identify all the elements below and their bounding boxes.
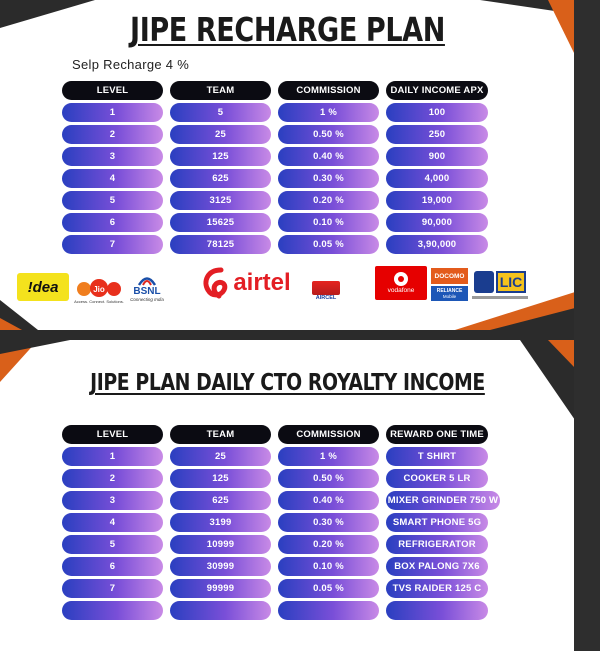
column-header-team: TEAM	[170, 81, 271, 100]
table-cell-level: 4	[62, 513, 163, 532]
table-cell-commission: 0.10 %	[278, 213, 379, 232]
table-cell-team: 15625	[170, 213, 271, 232]
table-cell-level: 1	[62, 447, 163, 466]
table-cell-team: 5	[170, 103, 271, 122]
bsnl-icon	[137, 274, 157, 286]
table-cell-value: SMART PHONE 5G	[386, 513, 488, 532]
page-title: JIPE RECHARGE PLAN	[130, 10, 445, 49]
table-cell-commission: 0.05 %	[278, 235, 379, 254]
table-cell-level	[62, 601, 163, 620]
jio-logo: Jio Access. Connect. Solutions.	[74, 272, 124, 308]
column-header-value: DAILY INCOME APX	[386, 81, 488, 100]
table-cell-commission: 0.20 %	[278, 191, 379, 210]
table-cell-value: BOX PALONG 7X6	[386, 557, 488, 576]
table-cell-team: 625	[170, 491, 271, 510]
table-cell-value: 19,000	[386, 191, 488, 210]
panel-divider	[0, 330, 600, 340]
table-cell-commission: 0.50 %	[278, 125, 379, 144]
table-cell-commission: 0.40 %	[278, 491, 379, 510]
table-cell-value: REFRIGERATOR	[386, 535, 488, 554]
table-cell-team: 25	[170, 447, 271, 466]
table-cell-level: 6	[62, 557, 163, 576]
table-cell-level: 5	[62, 191, 163, 210]
column-header-value: REWARD ONE TIME	[386, 425, 488, 444]
royalty-plan-panel	[0, 340, 600, 651]
lic-emblem-icon	[474, 271, 494, 293]
table-cell-commission: 1 %	[278, 103, 379, 122]
table-cell-value: 900	[386, 147, 488, 166]
table-cell-team: 3125	[170, 191, 271, 210]
table-cell-commission	[278, 601, 379, 620]
table-cell-value: 3,90,000	[386, 235, 488, 254]
table-cell-value: 90,000	[386, 213, 488, 232]
svg-text:Jio: Jio	[93, 284, 105, 294]
table-cell-value: T SHIRT	[386, 447, 488, 466]
table-cell-commission: 0.50 %	[278, 469, 379, 488]
aircel-icon	[312, 281, 340, 295]
table-cell-team: 30999	[170, 557, 271, 576]
docomo-logo: DOCOMO	[431, 268, 468, 284]
section-title: JIPE PLAN DAILY CTO ROYALTY INCOME	[90, 370, 485, 396]
airtel-logo: airtel	[192, 264, 300, 302]
table-cell-value: TVS RAIDER 125 C	[386, 579, 488, 598]
table-cell-level: 6	[62, 213, 163, 232]
lic-logo: LIC	[470, 267, 530, 303]
table-cell-value: 100	[386, 103, 488, 122]
self-recharge-note: Selp Recharge 4 %	[72, 57, 190, 72]
table-cell-level: 4	[62, 169, 163, 188]
lic-caption	[472, 296, 528, 299]
bsnl-logo: BSNL Connecting India	[127, 270, 167, 306]
table-cell-team: 99999	[170, 579, 271, 598]
table-cell-value: MIXER GRINDER 750 W	[386, 491, 500, 510]
right-edge-strip	[574, 0, 600, 651]
table-cell-team	[170, 601, 271, 620]
table-cell-team: 25	[170, 125, 271, 144]
table-cell-level: 2	[62, 125, 163, 144]
reliance-logo: RELIANCE Mobile	[431, 286, 468, 301]
table-cell-value: COOKER 5 LR	[386, 469, 488, 488]
table-cell-team: 78125	[170, 235, 271, 254]
table-cell-commission: 0.40 %	[278, 147, 379, 166]
table-cell-team: 10999	[170, 535, 271, 554]
table-cell-team: 625	[170, 169, 271, 188]
table-cell-team: 3199	[170, 513, 271, 532]
table-cell-level: 2	[62, 469, 163, 488]
table-cell-commission: 0.20 %	[278, 535, 379, 554]
column-header-commission: COMMISSION	[278, 425, 379, 444]
table-cell-commission: 0.30 %	[278, 169, 379, 188]
table-cell-level: 1	[62, 103, 163, 122]
jio-icon	[75, 277, 123, 299]
column-header-level: LEVEL	[62, 81, 163, 100]
table-cell-level: 7	[62, 235, 163, 254]
vodafone-icon	[394, 272, 408, 286]
table-cell-level: 3	[62, 147, 163, 166]
table-cell-commission: 0.30 %	[278, 513, 379, 532]
table-cell-level: 5	[62, 535, 163, 554]
table-cell-team: 125	[170, 147, 271, 166]
table-cell-level: 7	[62, 579, 163, 598]
column-header-level: LEVEL	[62, 425, 163, 444]
table-cell-team: 125	[170, 469, 271, 488]
table-cell-commission: 0.10 %	[278, 557, 379, 576]
column-header-commission: COMMISSION	[278, 81, 379, 100]
idea-logo: !dea	[17, 273, 69, 301]
table-cell-value: 4,000	[386, 169, 488, 188]
aircel-logo: AIRCEL	[310, 279, 342, 303]
table-cell-value	[386, 601, 488, 620]
table-cell-level: 3	[62, 491, 163, 510]
table-cell-value: 250	[386, 125, 488, 144]
airtel-icon	[201, 266, 231, 300]
table-cell-commission: 0.05 %	[278, 579, 379, 598]
table-cell-commission: 1 %	[278, 447, 379, 466]
column-header-team: TEAM	[170, 425, 271, 444]
vodafone-logo: vodafone	[375, 266, 427, 300]
